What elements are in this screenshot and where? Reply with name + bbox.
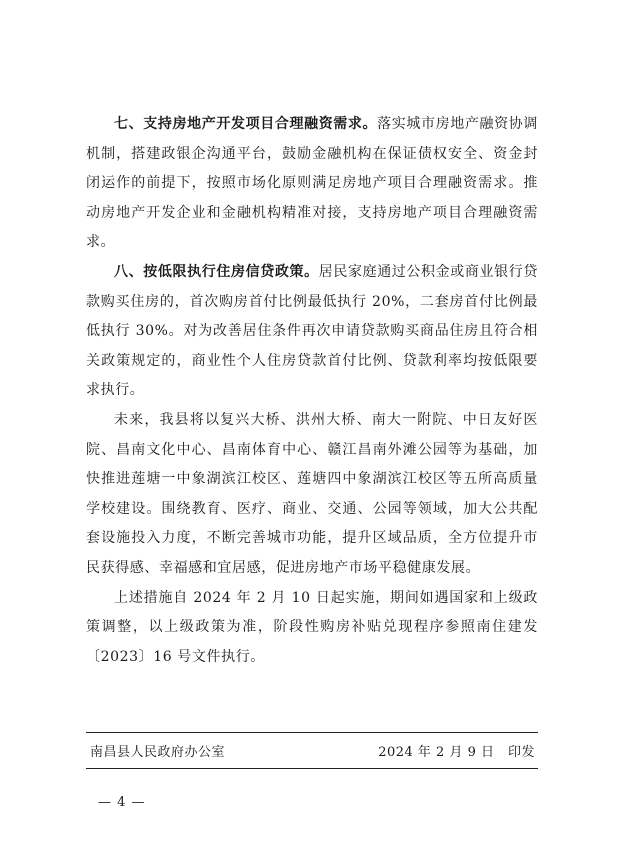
text-credit-policy: 居民家庭通过公积金或商业银行贷款购买住房的，首次购房首付比例最低执行 20%，二套房首付比例最低执行 30%。对为改善居住条件再次申请贷款购买商品住房且符合相关政策规定的，商业性个人住房贷款首付比例、贷款利率均按低限要求执行。 (86, 263, 538, 399)
heading-credit-policy: 八、按低限执行住房信贷政策。 (114, 263, 319, 280)
paragraph-financing (86, 110, 538, 258)
heading-financing: 七、支持房地产开发项目合理融资需求。 (114, 116, 378, 132)
paragraph-future-plan (86, 406, 538, 584)
paragraph-implementation (86, 584, 538, 673)
document-body (86, 110, 538, 672)
issue-date: 2024 年 2 月 9 日 印发 (378, 745, 535, 760)
footer-rule-bottom (86, 768, 538, 769)
text-implementation: 上述措施自 2024 年 2 月 10 日起实施，期间如遇国家和上级政策调整，以上级政策为准，阶段性购房补贴兑现程序参照南住建发〔2023〕16 号文件执行。 (86, 589, 538, 665)
text-financing: 落实城市房地产融资协调机制，搭建政银企沟通平台，鼓励金融机构在保证债权安全、资金封闭运作的前提下，按照市场化原则满足房地产项目合理融资需求。推动房地产开发企业和金融机构精准对接，支持房地产项目合理融资需求。 (86, 116, 538, 251)
paragraph-credit-policy (86, 258, 538, 406)
issuer-name: 南昌县人民政府办公室 (90, 745, 226, 760)
text-future-plan: 未来，我县将以复兴大桥、洪州大桥、南大一附院、中日友好医院、昌南文化中心、昌南体育中心、赣江昌南外滩公园等为基础，加快推进莲塘一中象湖滨江校区、莲塘四中象湖滨江校区等五所高质量学校建设。围绕教育、医疗、商业、交通、公园等领域，加大公共配套设施投入力度，不断完善城市功能，提升区域品质，全方位提升市民获得感、幸福感和宜居感，促进房地产市场平稳健康发展。 (86, 411, 538, 576)
footer-rule-top (86, 732, 538, 733)
page-number: — 4 — (98, 795, 146, 810)
